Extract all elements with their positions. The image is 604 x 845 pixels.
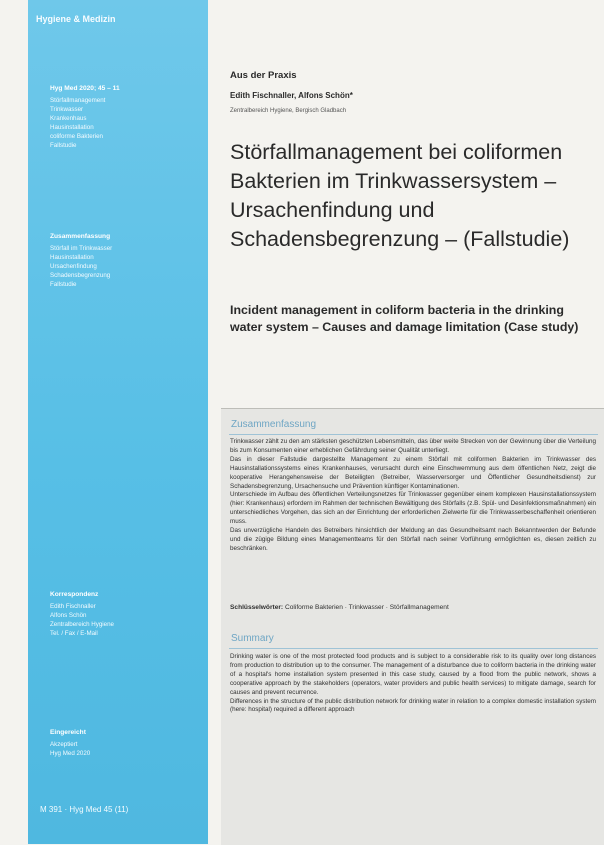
summary-body [230,653,596,715]
sidebar-block-title: Zusammenfassung [50,233,111,240]
sidebar-line: Edith Fischnaller [50,603,96,610]
keywords [230,604,449,611]
sidebar-line: Ursachenfindung [50,263,97,270]
sidebar-line: Alfons Schön [50,612,87,619]
zusammenfassung-heading: Zusammenfassung [231,419,317,430]
paragraph: Trinkwasser zählt zu den am stärksten geschützten Lebensmitteln, das über weite Strecken von der Gewinnung über die Verteilung bis zum Konsumenten einer erheblichen Gefährdung seiner Qualität unterliegt. [230,438,596,454]
journal-sidebar [28,0,208,844]
paragraph: Drinking water is one of the most protected food products and is subject to a considerable risk to its quality over long distances from production to distribution up to the consumer. The management of a disturbance due to coliform bacteria in the drinking water of a hospital's home installation system presented in this case study, caused by a flood from the public network, shows a cooperative approach by the stakeholders (operators, water providers and public health services) to mitigate damage, search for causes and prevent recurrence. [230,653,596,696]
heading-rule [229,434,598,435]
sidebar-line: Akzeptiert [50,741,78,748]
sidebar-line: Hausinstallation [50,124,94,131]
sidebar-line: Störfallmanagement [50,97,106,104]
sidebar-line: Hausinstallation [50,254,94,261]
summary-heading: Summary [231,633,274,644]
sidebar-line: Tel. / Fax / E-Mail [50,630,98,637]
paragraph: Das unverzügliche Handeln des Betreibers hinsichtlich der Meldung an das Gesundheitsamt nach Bekanntwerden der Befunde und die zügige Bildung eines Managementteams für den Störfall nach seiner Vorführung ermöglichten es, diesen zeitlich zu beschränken. [230,527,596,552]
sidebar-block-title: Korrespondenz [50,591,99,598]
sidebar-line: Fallstudie [50,142,77,149]
sidebar-line: coliforme Bakterien [50,133,103,140]
heading-rule [229,648,598,649]
sidebar-block-title: Eingereicht [50,729,86,736]
article-header [230,70,584,114]
page-number: M 391 · Hyg Med 45 (11) [40,805,129,814]
title-german: Störfallmanagement bei coliformen Bakterien im Trinkwassersystem – Ursachenfindung und Schadensbegrenzung – (Fallstudie) [230,140,570,251]
sidebar-line: Störfall im Trinkwasser [50,245,113,252]
section-label: Aus der Praxis [230,70,297,81]
keywords-list: Coliforme Bakterien · Trinkwasser · Störfallmanagement [284,604,449,611]
sidebar-header [36,14,200,24]
sidebar-block-title: Hyg Med 2020; 45 – 11 [50,85,120,92]
authors: Edith Fischnaller, Alfons Schön* [230,91,353,100]
sidebar-line: Trinkwasser [50,106,84,113]
sidebar-block-2 [50,232,198,289]
sidebar-line: Schadensbegrenzung [50,272,111,279]
paragraph: Das in dieser Fallstudie dargestellte Management zu einem Störfall mit coliformen Bakterien im Trinkwasser des Hausinstallationssystems eines Krankenhauses, verursacht durch eine Einschwemmung aus dem öffentlichen Netz, zeigt die kooperative Herangehensweise der Beteiligten (Betreiber, Wasserversorger und Öffentlicher Gesundheitsdienst) zur Schadensbegrenzung, Ursachensuche und Prävention künftiger Kontaminationen. [230,455,596,490]
sidebar-block-3 [50,590,198,638]
sidebar-line: Zentralbereich Hygiene [50,621,114,628]
zusammenfassung-body [230,438,596,554]
sidebar-line: Krankenhaus [50,115,87,122]
abstract-box [221,408,604,845]
keywords-label: Schlüsselwörter: [230,604,284,611]
sidebar-line: Hyg Med 2020 [50,750,91,757]
sidebar-block-4 [50,728,198,758]
journal-name: Hygiene & Medizin [36,14,116,24]
sidebar-line: Fallstudie [50,281,77,288]
paragraph: Differences in the structure of the public distribution network for drinking water in relation to a complex domestic installation system (here: hospital) required a different approach [230,697,596,714]
affiliation: Zentralbereich Hygiene, Bergisch Gladbach [230,108,347,114]
title-english: Incident management in coliform bacteria in the drinking water system – Causes and damage limitation (Case study) [230,303,579,334]
paragraph: Unterschiede im Aufbau des öffentlichen Verteilungsnetzes für Trinkwasser gegenüber einem komplexen Hausinstallationssystem (hier: Krankenhaus) erfordern im Rahmen der technischen Bewältigung des Störfalls (z.B. Spül- und Desinfektionsmaßnahmen) ein unterschiedliches Vorgehen, das sich an der Einrichtung der erforderlichen Zielwerte für die Trinkwasserbeschaffenheit orientieren muss. [230,491,596,526]
sidebar-block-1 [50,84,198,150]
